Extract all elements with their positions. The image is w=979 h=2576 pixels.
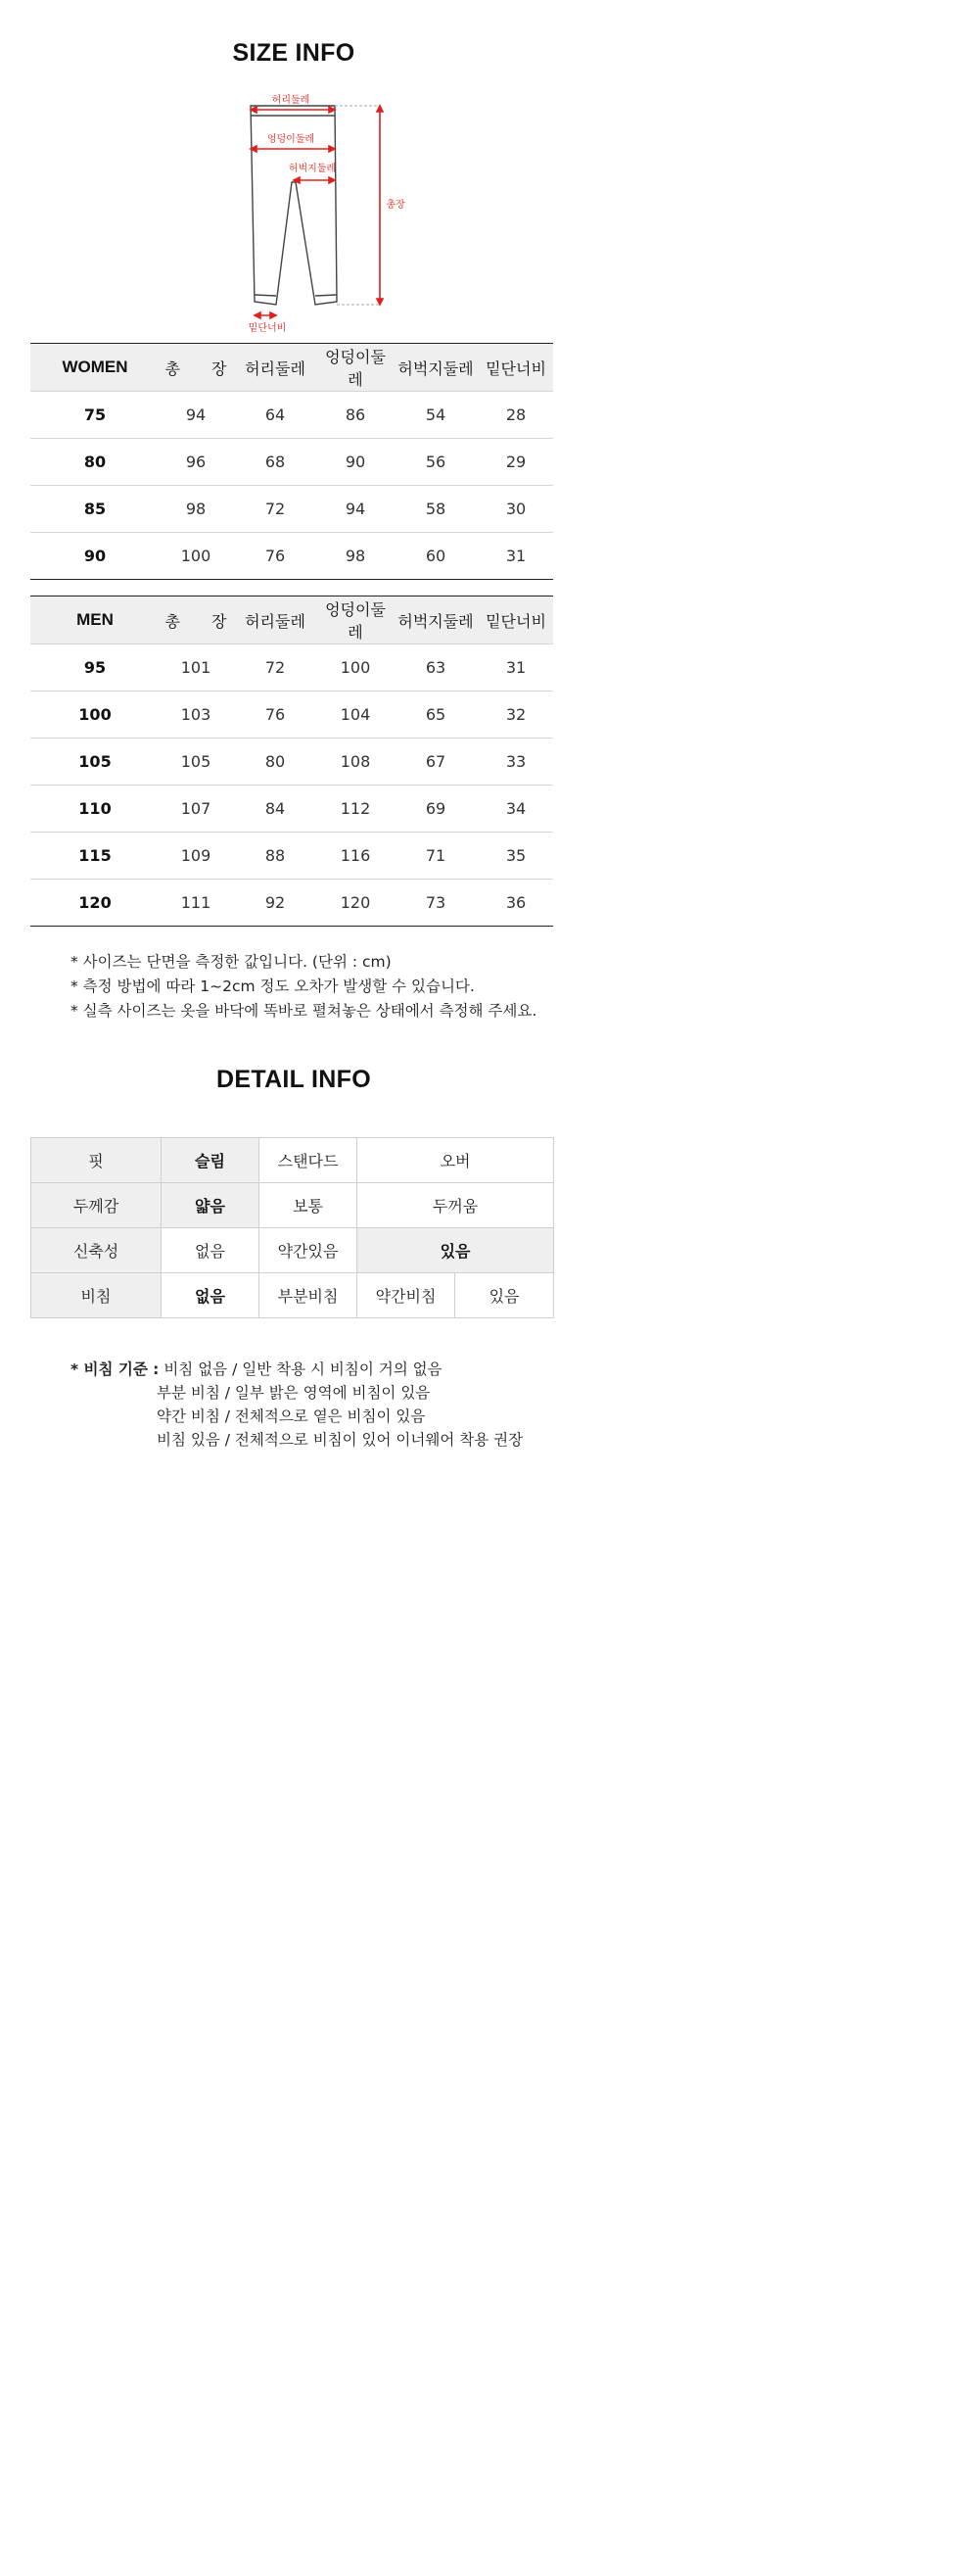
men-body <box>30 644 553 927</box>
measurement-cell: 29 <box>479 439 553 486</box>
table-row <box>30 644 553 692</box>
measurement-cell: 31 <box>479 644 553 692</box>
measurement-cell: 108 <box>318 739 393 786</box>
size-cell: 85 <box>30 486 160 533</box>
measurement-cell: 73 <box>393 880 479 927</box>
measurement-cell: 98 <box>318 533 393 580</box>
detail-option-selected: 얇음 <box>162 1183 259 1228</box>
detail-row-thickness <box>31 1183 554 1228</box>
detail-label: 비침 <box>31 1273 162 1318</box>
measurement-cell: 30 <box>479 486 553 533</box>
size-notes <box>70 950 536 1024</box>
measurement-cell: 84 <box>232 786 318 833</box>
measurement-cell: 56 <box>393 439 479 486</box>
column-header: 허리둘레 <box>232 596 318 644</box>
measurement-cell: 116 <box>318 833 393 880</box>
women-size-table <box>30 343 553 580</box>
detail-row-fit <box>31 1138 554 1183</box>
detail-option: 약간비침 <box>357 1273 455 1318</box>
size-info-title: SIZE INFO <box>232 39 355 67</box>
hip-label: 엉덩이둘레 <box>266 134 315 145</box>
size-cell: 80 <box>30 439 160 486</box>
measurement-cell: 35 <box>479 833 553 880</box>
measurement-cell: 107 <box>160 786 232 833</box>
measurement-cell: 105 <box>160 739 232 786</box>
detail-info-table <box>30 1137 554 1318</box>
size-cell: 95 <box>30 644 160 692</box>
detail-label: 신축성 <box>31 1228 162 1273</box>
detail-option: 있음 <box>455 1273 554 1318</box>
measurement-cell: 98 <box>160 486 232 533</box>
measurement-cell: 68 <box>232 439 318 486</box>
column-header: 밑단너비 <box>479 344 553 392</box>
detail-option: 없음 <box>162 1228 259 1273</box>
detail-option: 부분비침 <box>259 1273 357 1318</box>
detail-option-selected: 없음 <box>162 1273 259 1318</box>
detail-option: 스탠다드 <box>259 1138 357 1183</box>
size-cell: 100 <box>30 692 160 739</box>
detail-info-title: DETAIL INFO <box>216 1066 371 1093</box>
measurement-cell: 112 <box>318 786 393 833</box>
men-header-row <box>30 596 553 644</box>
sheer-criteria-line: 비침 있음 / 전체적으로 비침이 있어 이너웨어 착용 권장 <box>157 1431 524 1449</box>
sheer-criteria-line: 비침 없음 / 일반 착용 시 비침이 거의 없음 <box>163 1360 443 1378</box>
measurement-cell: 104 <box>318 692 393 739</box>
detail-option: 약간있음 <box>259 1228 357 1273</box>
men-size-table <box>30 596 553 927</box>
measurement-cell: 76 <box>232 533 318 580</box>
measurement-cell: 92 <box>232 880 318 927</box>
measurement-cell: 28 <box>479 392 553 439</box>
hem-label: 밑단너비 <box>248 323 287 334</box>
note-line: * 실측 사이즈는 옷을 바닥에 똑바로 펼쳐놓은 상태에서 측정해 주세요. <box>70 1002 537 1020</box>
measurement-cell: 90 <box>318 439 393 486</box>
table-row <box>30 786 553 833</box>
measurement-cell: 72 <box>232 486 318 533</box>
measurement-cell: 64 <box>232 392 318 439</box>
table-row <box>30 833 553 880</box>
table-row <box>30 692 553 739</box>
size-cell: 90 <box>30 533 160 580</box>
table-row <box>30 392 553 439</box>
column-header: 총 장 <box>160 344 232 392</box>
detail-option: 오버 <box>357 1138 554 1183</box>
detail-option-selected: 있음 <box>357 1228 554 1273</box>
length-label: 총장 <box>386 200 405 211</box>
sheer-criteria-line: 약간 비침 / 전체적으로 옅은 비침이 있음 <box>157 1407 426 1425</box>
detail-option: 보통 <box>259 1183 357 1228</box>
measurement-cell: 36 <box>479 880 553 927</box>
women-header-label: WOMEN <box>30 344 160 392</box>
measurement-cell: 103 <box>160 692 232 739</box>
measurement-cell: 80 <box>232 739 318 786</box>
measurement-cell: 96 <box>160 439 232 486</box>
detail-row-sheer <box>31 1273 554 1318</box>
table-row <box>30 486 553 533</box>
waist-label: 허리둘레 <box>271 95 310 106</box>
table-row <box>30 880 553 927</box>
column-header: 허리둘레 <box>232 344 318 392</box>
detail-option-selected: 슬림 <box>162 1138 259 1183</box>
measurement-cell: 88 <box>232 833 318 880</box>
women-body <box>30 392 553 580</box>
measurement-cell: 32 <box>479 692 553 739</box>
measurement-cell: 33 <box>479 739 553 786</box>
measurement-cell: 67 <box>393 739 479 786</box>
column-header: 총 장 <box>160 596 232 644</box>
detail-label: 두께감 <box>31 1183 162 1228</box>
measurement-cell: 109 <box>160 833 232 880</box>
measurement-cell: 72 <box>232 644 318 692</box>
men-header-label: MEN <box>30 596 160 644</box>
measurement-cell: 31 <box>479 533 553 580</box>
column-header: 허벅지둘레 <box>393 344 479 392</box>
thigh-label: 허벅지둘레 <box>288 164 337 174</box>
note-line: * 사이즈는 단면을 측정한 값입니다. (단위 : cm) <box>70 953 392 971</box>
detail-row-stretch <box>31 1228 554 1273</box>
measurement-cell: 69 <box>393 786 479 833</box>
pants-measurement-diagram <box>235 84 431 339</box>
measurement-cell: 54 <box>393 392 479 439</box>
sheer-criteria <box>70 1358 523 1452</box>
column-header: 엉덩이둘레 <box>318 344 393 392</box>
detail-option: 두꺼움 <box>357 1183 554 1228</box>
measurement-cell: 94 <box>318 486 393 533</box>
column-header: 밑단너비 <box>479 596 553 644</box>
measurement-cell: 100 <box>318 644 393 692</box>
sheer-criteria-head: * 비침 기준 : <box>70 1360 160 1378</box>
measurement-cell: 94 <box>160 392 232 439</box>
sheer-criteria-line: 부분 비침 / 일부 밝은 영역에 비침이 있음 <box>157 1384 431 1402</box>
table-row <box>30 439 553 486</box>
measurement-cell: 34 <box>479 786 553 833</box>
measurement-cell: 76 <box>232 692 318 739</box>
size-cell: 110 <box>30 786 160 833</box>
column-header: 엉덩이둘레 <box>318 596 393 644</box>
measurement-cell: 120 <box>318 880 393 927</box>
table-row <box>30 533 553 580</box>
column-header: 허벅지둘레 <box>393 596 479 644</box>
measurement-cell: 100 <box>160 533 232 580</box>
measurement-cell: 111 <box>160 880 232 927</box>
measurement-cell: 63 <box>393 644 479 692</box>
women-header-row <box>30 344 553 392</box>
measurement-cell: 101 <box>160 644 232 692</box>
note-line: * 측정 방법에 따라 1~2cm 정도 오차가 발생할 수 있습니다. <box>70 978 475 995</box>
size-cell: 105 <box>30 739 160 786</box>
measurement-cell: 58 <box>393 486 479 533</box>
size-cell: 120 <box>30 880 160 927</box>
measurement-cell: 86 <box>318 392 393 439</box>
measurement-cell: 71 <box>393 833 479 880</box>
table-row <box>30 739 553 786</box>
measurement-cell: 65 <box>393 692 479 739</box>
detail-label: 핏 <box>31 1138 162 1183</box>
measurement-cell: 60 <box>393 533 479 580</box>
size-cell: 75 <box>30 392 160 439</box>
size-cell: 115 <box>30 833 160 880</box>
